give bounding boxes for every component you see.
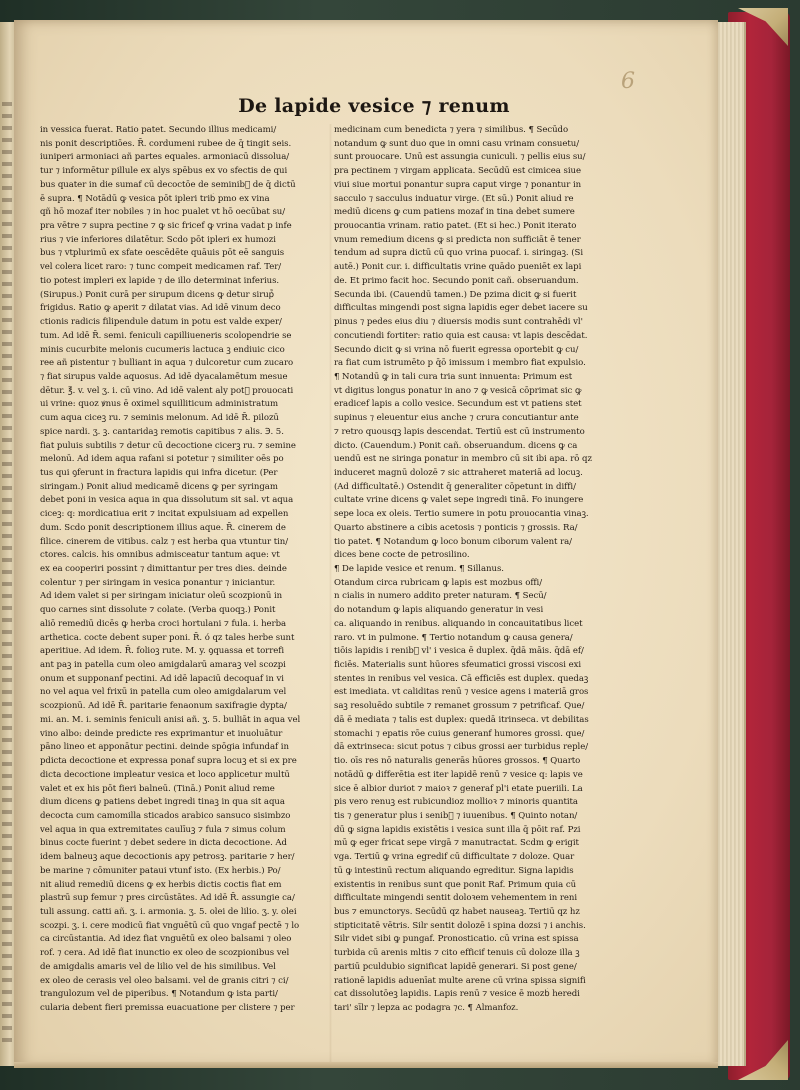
right-column-line: sunt prouocare. Unū est assungia cuniculi. ⁊ pellis eius su/ xyxy=(334,152,586,163)
right-column-line: vnum remedium dicens ꝙ si predicta non sufficiāt ē tener xyxy=(334,234,581,245)
right-column-line: do notandum ꝙ lapis aliquando generatur in vesi xyxy=(334,605,544,616)
left-column-line: onum et supponanf pectini. Ad idē lapaciū decoquaf in vi xyxy=(40,673,284,684)
right-column-line: ficiēs. Materialis sunt hūores sfeumatici grossi viscosi exi xyxy=(334,660,582,671)
right-column-line: supinus ⁊ eleuentur eius anche ⁊ crura concutiantur ante xyxy=(334,413,579,424)
right-column-line: est imediata. vt caliditas renū ⁊ vesice agens i materiā gros xyxy=(334,687,589,698)
left-text-column xyxy=(40,124,340,1068)
left-column-line: filice. cinerem de vitibus. calz ⁊ est herba qua vtuntur tin/ xyxy=(40,536,289,547)
right-column-line: tendum ad supra dictū cū quo vrina puocaf. i. siringaꝫ. (Si xyxy=(334,248,584,259)
left-column-line: trangulozum vel de piperibus. ¶ Notandum ꝙ ista parti/ xyxy=(40,989,278,1000)
left-column-line: idem balneuꝫ aque decoctionis apy petrosꝫ. paritarie ⁊ her/ xyxy=(40,852,295,863)
right-column-line: cat dissolutōeꝫ lapidis. Lapis renū ⁊ vesice ē mozb᷒ heredi xyxy=(334,989,580,1000)
left-column-line: melonū. Ad idem aqua rafani si potetur ⁊ similiter oēs po xyxy=(40,454,284,465)
right-column-line: saꝫ resoluēdo subtile ⁊ remanet grossum ⁊ petrificaf. Que/ xyxy=(334,701,585,712)
right-column-line: Secunda ibi. (Cauendū tamen.) De pzima dicit ꝙ si fuerit xyxy=(334,289,577,300)
page-block-edges xyxy=(716,22,746,1066)
right-column-line: difficultate mingendi sentit doloꝛem vehementem in reni xyxy=(334,893,578,904)
left-column-line: spice nardi. ʒ. ꝫ. cantaridaꝫ remotis capitibus ⁊ alis. ℈. 5. xyxy=(40,426,284,437)
right-column-line: sice ē albior duriot ⁊ maioꝛ ⁊ generaf pl'i etate pueriili. La xyxy=(334,783,583,794)
left-column-line: tio potest impleri ex lapide ⁊ de illo determinat inferius. xyxy=(40,275,280,286)
left-column-line: pra vētre ⁊ supra pectine ⁊ ꝙ sic fricef ꝙ vrina vadat p infe xyxy=(40,221,292,232)
left-column-line: decocta cum camomilla sticados arabico sansuco sisimbzo xyxy=(40,810,291,821)
left-column-line: scozpionū. Ad idē R̄. paritarie fenaonum saxifragie dypta/ xyxy=(40,701,287,712)
right-column-line: sacculo ⁊ sacculus induatur virge. (Et sū.) Ponit aliud re xyxy=(334,193,574,204)
left-column-line: nis ponit descriptiōes. R̄. cordumeni rubee de q̄ tingit seis. xyxy=(40,138,292,149)
right-column-line: induceret magnū dolozē ⁊ sic attraheret materiā ad locuꝫ. xyxy=(334,467,583,478)
left-column-line: (Sirupus.) Ponit curā per sirupum dicens ꝙ detur sirup᷒ xyxy=(40,289,274,300)
right-column-line: dā extrinseca: sicut potus ⁊ cibus grossi aer turbidus reple/ xyxy=(334,742,589,753)
right-column-line: rationē lapidis aduenīat multe arene cū vrina spissa signifi xyxy=(334,975,586,986)
right-column-line: existentis in renibus sunt que ponit Raf. Primum quia cū xyxy=(334,879,577,890)
left-column-line: ant paꝫ in patella cum oleo amigdalarū amaraꝫ vel scozpi xyxy=(40,660,286,671)
left-column-line: scozpi. ʒ. i. cere modicū fiat vnguētū cū quo vngaf pectē ⁊ lo xyxy=(40,920,300,931)
right-column-line: notādū ꝙ differētia est iter lapidē renū ⁊ vesice q: lapis ve xyxy=(334,769,583,780)
left-column-line: siringam.) Ponit aliud medicamē dicens ꝙ per syringam xyxy=(40,481,278,492)
right-column-line: viui siue mortui ponantur supra caput virge ⁊ ponantur in xyxy=(334,179,582,190)
right-column-line: dicto. (Cauendum.) Ponit cañ. obseruandum. dicens ꝙ ca xyxy=(334,440,578,451)
left-column-line: in vessica fuerat. Ratio patet. Secundo illius medicami/ xyxy=(40,125,277,135)
page-bottom-edge xyxy=(14,1062,718,1068)
left-column-line: colentur ⁊ per siringam in vesica ponantur ⁊ iniciantur. xyxy=(40,577,276,588)
right-column-line: pra pectinem ⁊ virgam applicata. Secūdū est cimicea siue xyxy=(334,166,581,177)
left-column-line: vel colera licet raro: ⁊ tunc compeit medicamen raf. Ter/ xyxy=(40,262,282,273)
left-column-line: mi. an. M. i. seminis feniculi anisi añ. ʒ. 5. bulliāt in aqua vel xyxy=(40,714,301,725)
left-column-line: ui vrine: quoz ꝟnus ē oximel squilliticum administratum xyxy=(40,399,279,410)
page-title: De lapide vesice ⁊ renum xyxy=(238,95,510,117)
right-column-line: tio patet. ¶ Notandum ꝙ loco bonum ciborum valent ra/ xyxy=(334,536,573,547)
left-column-line: frigidus. Ratio ꝙ aperit ⁊ dilatat vias. Ad idē vinum deco xyxy=(40,303,281,314)
right-column-line: Otandum circa rubricam ꝙ lapis est mozbus offi/ xyxy=(334,577,543,588)
right-column-line: dū ꝙ signa lapidis existētis i vesica sunt illa q̄ pōit raf. Pzi xyxy=(334,824,581,835)
right-column-line: turbida cū arenis mltis ⁊ cito efficif tenuis cū doloze illa ꝫ xyxy=(334,948,580,959)
right-column-line: tari' sīlr ⁊ lepza ac podagra ⁊c. ¶ Almanfoz. xyxy=(334,1003,519,1013)
right-column-line: sepe loca ex oleis. Tertio sumere in potu prouocantia vinaꝫ. xyxy=(334,509,589,520)
right-column-line: dices bene cocte de petrosilino. xyxy=(334,550,470,561)
left-column-line: tur ⁊ informētur pillule ex alys spēbus ex vo sfectis de qui xyxy=(40,166,288,177)
facing-page-edge xyxy=(0,22,14,1066)
left-column-line: pdicta decoctione et expressa ponaf supra locuꝫ et si ex pre xyxy=(40,756,297,767)
left-column-line: bus quater in die sumaf cū decoctōe de seminib᷒ de q̄ dictū xyxy=(40,179,296,190)
right-column-line: ca. aliquando in renibus. aliquando in concauitatibus licet xyxy=(334,618,583,629)
left-column-line: vel aqua in qua extremitates caulīuꝫ ⁊ fula ⁊ simus colum xyxy=(40,824,286,835)
right-column-line: Quarto abstinere a cibis acetosis ⁊ ponticis ⁊ grossis. Ra/ xyxy=(334,522,578,533)
right-column-line: dā ē mediata ⁊ talis est duplex: quedā itrinseca. vt debilitas xyxy=(334,714,589,725)
left-column-line: Ad idem valet si per siringam iniciatur oleū scozpionū in xyxy=(40,591,283,602)
left-column-line: ex ea cooperiri possint ⁊ dimittantur per tres dies. deinde xyxy=(40,564,287,574)
right-column-line: (Ad difficultatē.) Ostendit q̄ generaliter cōpetunt in diffi/ xyxy=(334,481,576,492)
left-column-line: vino albo: deinde predicte res exprimantur et inuoluātur xyxy=(40,728,283,739)
left-column-line: dum. Scdo ponit descriptionem illius aque. R̄. cinerem de xyxy=(40,522,286,533)
left-column-line: tum. Ad idē R̄. semi. feniculi capilliueneris scolopendrie se xyxy=(40,330,292,341)
right-column-line: tiōis lapidis i renib᷒ vl' i vesica ē duplex. q̄dā māis. q̄dā ef/ xyxy=(334,646,584,657)
right-column-line: stentes in renibus vel vesica. Cā efficiēs est duplex. quedaꝫ xyxy=(334,673,589,684)
right-column-line: de. Et primo facit hoc. Secundo ponit cañ. obseruandum. xyxy=(334,275,579,286)
left-column-line: be marine ⁊ cōmuniter pataui vtunf isto. (Ex herbis.) Po/ xyxy=(40,865,281,876)
right-column-line: mediū dicens ꝙ cum patiens mozaf in tina debet sumere xyxy=(334,207,575,218)
left-column-line: dium dicens ꝙ patiens debet ingredi tinaꝫ in qua sit aqua xyxy=(40,797,285,808)
left-column-line: qñ hō mozaf iter nobiles ⁊ in hoc pualet vt hō oecūbat su/ xyxy=(40,207,286,218)
left-column-line: cularia debent fieri premissa euacuatione per clistere ⁊ per xyxy=(40,1003,295,1013)
left-column-line: ree añ pistentur ⁊ bulliant in aqua ⁊ dulcoretur cum zucaro xyxy=(40,358,294,369)
right-column-line: notandum ꝙ sunt duo que in omni casu vrinam consuetu/ xyxy=(334,138,580,149)
right-column-line: medicinam cum benedicta ⁊ yera ⁊ similibus. ¶ Secūdo xyxy=(334,125,569,135)
right-column-line: ¶ De lapide vesice et renum. ¶ Sillanus. xyxy=(334,564,504,574)
left-column-line: ⁊ fiat sirupus valde aquosus. Ad idē dyacalamētum mesue xyxy=(40,371,288,382)
right-column-line: tis ⁊ generatur plus i senib᷒ ⁊ iuuenibus. ¶ Quinto notan/ xyxy=(334,810,578,821)
folio-mark: 6 xyxy=(621,69,635,94)
left-column-line: bus ⁊ vtplurimū ex sfate oescēdēte quāuis pōt eē sanguis xyxy=(40,248,285,259)
left-column-line: dicta decoctione impleatur vesica et loco applicetur multū xyxy=(40,769,290,780)
left-column-line: ctionis radicis filipendule datum in potu est valde exper/ xyxy=(40,317,282,328)
left-column-line: de amigdalis amaris vel de lilio vel de his similibus. Vel xyxy=(40,961,276,972)
right-column-line: ⁊ retro quousqꝫ lapis descendat. Tertiū est cū instrumento xyxy=(334,426,585,437)
left-column-line: quo carnes sint dissolute ⁊ colate. (Verba quoqꝫ.) Ponit xyxy=(40,605,276,616)
left-column-line: aperitiue. Ad idem. R̄. folioꝫ rute. M. y. ꝯquassa et torrefi xyxy=(40,646,285,657)
right-column-line: cultate vrine dicens ꝙ valet sepe ingredi tinā. Fo inungere xyxy=(334,495,584,506)
left-column-line: binus cocte fuerint ⁊ debet sedere in dicta decoctione. Ad xyxy=(40,838,287,849)
right-column-line: raro. vt in pulmone. ¶ Tertio notandum ꝙ causa genera/ xyxy=(334,632,573,643)
left-column-line: plastrū sup femur ⁊ pres circūstātes. Ad idē R̄. assungie ca/ xyxy=(40,893,295,904)
left-column-line: ciceꝫ: q: mordicatiua erit ⁊ incitat expulsiuam ad expellen xyxy=(40,509,289,520)
facing-page-text-trace xyxy=(2,102,12,1042)
right-column-line: concutiendi fortiter: ratio quia est causa: vt lapis descēdat. xyxy=(334,330,588,341)
left-column-line: nit aliud remediū dicens ꝙ ex herbis dictis coctis fiat em xyxy=(40,879,282,890)
right-column-line: pis vero renuꝫ est rubicundioz mollioꝛ ⁊ minoris quantita xyxy=(334,797,578,808)
left-column-line: pāno lineo et apponātur pectini. deinde spōgia infundaf in xyxy=(40,742,289,753)
right-column-line: prouocantia vrinam. ratio patet. (Et si hec.) Ponit iterato xyxy=(334,221,577,232)
left-column-line: ctores. calcis. his omnibus admisceatur tantum aque: vt xyxy=(40,550,280,561)
left-column-line: ca circūstantia. Ad idez fiat vnguētū ex oleo balsami ⁊ oleo xyxy=(40,934,292,945)
left-column-line: minis cucurbite melonis cucumeris lactuca ꝫ endiuic cico xyxy=(40,344,285,355)
right-column-line: Secundo dicit ꝙ si vrina nō fuerit egressa oportebit ꝙ cu/ xyxy=(334,344,579,355)
right-column-line: pinus ⁊ pedes eius diu ⁊ diuersis modis sunt contrahēdi vl' xyxy=(334,317,583,328)
left-column-line: debet poni in vesica aqua in qua dissolutum sit sal. vt aqua xyxy=(40,495,294,506)
left-column-line: fiat puluis subtilis ⁊ detur cū decoctione cicerꝫ ru. ⁊ semine xyxy=(40,440,296,451)
book-page xyxy=(14,20,718,1068)
left-column-line: tus qui ꝯferunt in fractura lapidis qui infra dicetur. (Per xyxy=(40,467,278,478)
right-text-column xyxy=(334,124,630,1068)
right-column-line: partiū pculdubio significat lapidē generari. Si post gene/ xyxy=(334,961,577,972)
right-column-line: ¶ Notandū ꝙ in tali cura tria sunt innuenta: Primum est xyxy=(334,371,573,382)
right-column-line: autē.) Ponit cur. i. difficultatis vrine quādo pueniēt ex lapi xyxy=(334,262,582,273)
right-column-line: uendū est ne siringa ponatur in membro cū sit ibi apa. rō qz xyxy=(334,454,592,465)
left-column-line: aliō remediū dicēs ꝙ herba croci hortulani ⁊ fula. i. herba xyxy=(40,618,287,629)
left-column-line: no vel aqua vel frixū in patella cum oleo amigdalarum vel xyxy=(40,687,287,698)
left-column-line: valet et ex his pōt fieri balneū. (Tinā.) Ponit aliud reme xyxy=(40,783,275,794)
left-column-line: rof. ⁊ cera. Ad idē fiat inunctio ex oleo de scozpionibus vel xyxy=(40,948,290,959)
left-column-line: ē supra. ¶ Notādū ꝙ vesica pōt ipleri trib᷒ pmo ex vina xyxy=(40,193,270,204)
right-column-line: stomachi ⁊ epatis rōe cuius generanf humores grossi. que/ xyxy=(334,728,585,739)
right-column-line: tū ꝙ intestinū rectum aliquando egreditur. Signa lapidis xyxy=(334,865,574,876)
right-column-line: mū ꝙ eger fricat sepe virgā ⁊ manutractat. Scdm ꝙ erigit xyxy=(334,838,579,849)
right-column-line: eradicef lapis a collo vesice. Secundum est vt patiens stet xyxy=(334,399,582,410)
right-column-line: ra fiat cum istrumēto p q̄ō imissum i membro fiat expulsio. xyxy=(334,358,586,369)
left-column-line: iuniperi armoniaci añ partes equales. armoniacū dissolua/ xyxy=(40,152,290,163)
right-column-line: stipticitatē vētris. Silr sentit dolozē i spina dozsi ⁊ i anchis. xyxy=(334,920,586,931)
left-column-line: rius ⁊ vie inferiores dilatētur. Scdo pōt ipleri ex humozi xyxy=(40,234,276,245)
right-column-line: Silr videt sibi ꝙ pungaf. Pronosticatio. cū vrina est spissa xyxy=(334,934,579,945)
right-column-line: tio. oīs res nō naturalis generās hūores grossos. ¶ Quarto xyxy=(334,756,581,767)
right-column-line: bus ⁊ emunctorys. Secūdū qz habet nauseaꝫ. Tertiū qz hz xyxy=(334,906,580,917)
right-column-line: vga. Tertiū ꝙ vrina egredif cū difficultate ⁊ doloze. Quar xyxy=(334,852,575,863)
left-column-line: ex oleo de cerasis vel oleo balsami. vel de granis citri ⁊ ci/ xyxy=(40,975,289,986)
right-column-line: n cialis in numero addito preter naturam. ¶ Secū/ xyxy=(334,591,547,602)
left-column-line: cum aqua ciceꝫ ru. ⁊ seminis melonum. Ad idē R̄. pilozū xyxy=(40,413,279,424)
left-column-line: tuli assung. catti añ. ʒ. i. armonia. ʒ. 5. olei de lilio. ʒ. y. olei xyxy=(40,906,297,917)
left-column-line: dētur. ℥. v. vel ʒ. i. cū vino. Ad idē valent aly pot᷒ prouocati xyxy=(40,385,294,396)
right-column-line: difficultas mingendi post signa lapidis eger debet iacere su xyxy=(334,303,588,314)
left-column-line: arthetica. cocte debent super poni. R̄. ó qz tales herbe sunt xyxy=(40,632,295,643)
right-column-line: vt digitus longus ponatur in ano ⁊ ꝙ vesicā cōprimat sic ꝙ xyxy=(334,385,582,396)
